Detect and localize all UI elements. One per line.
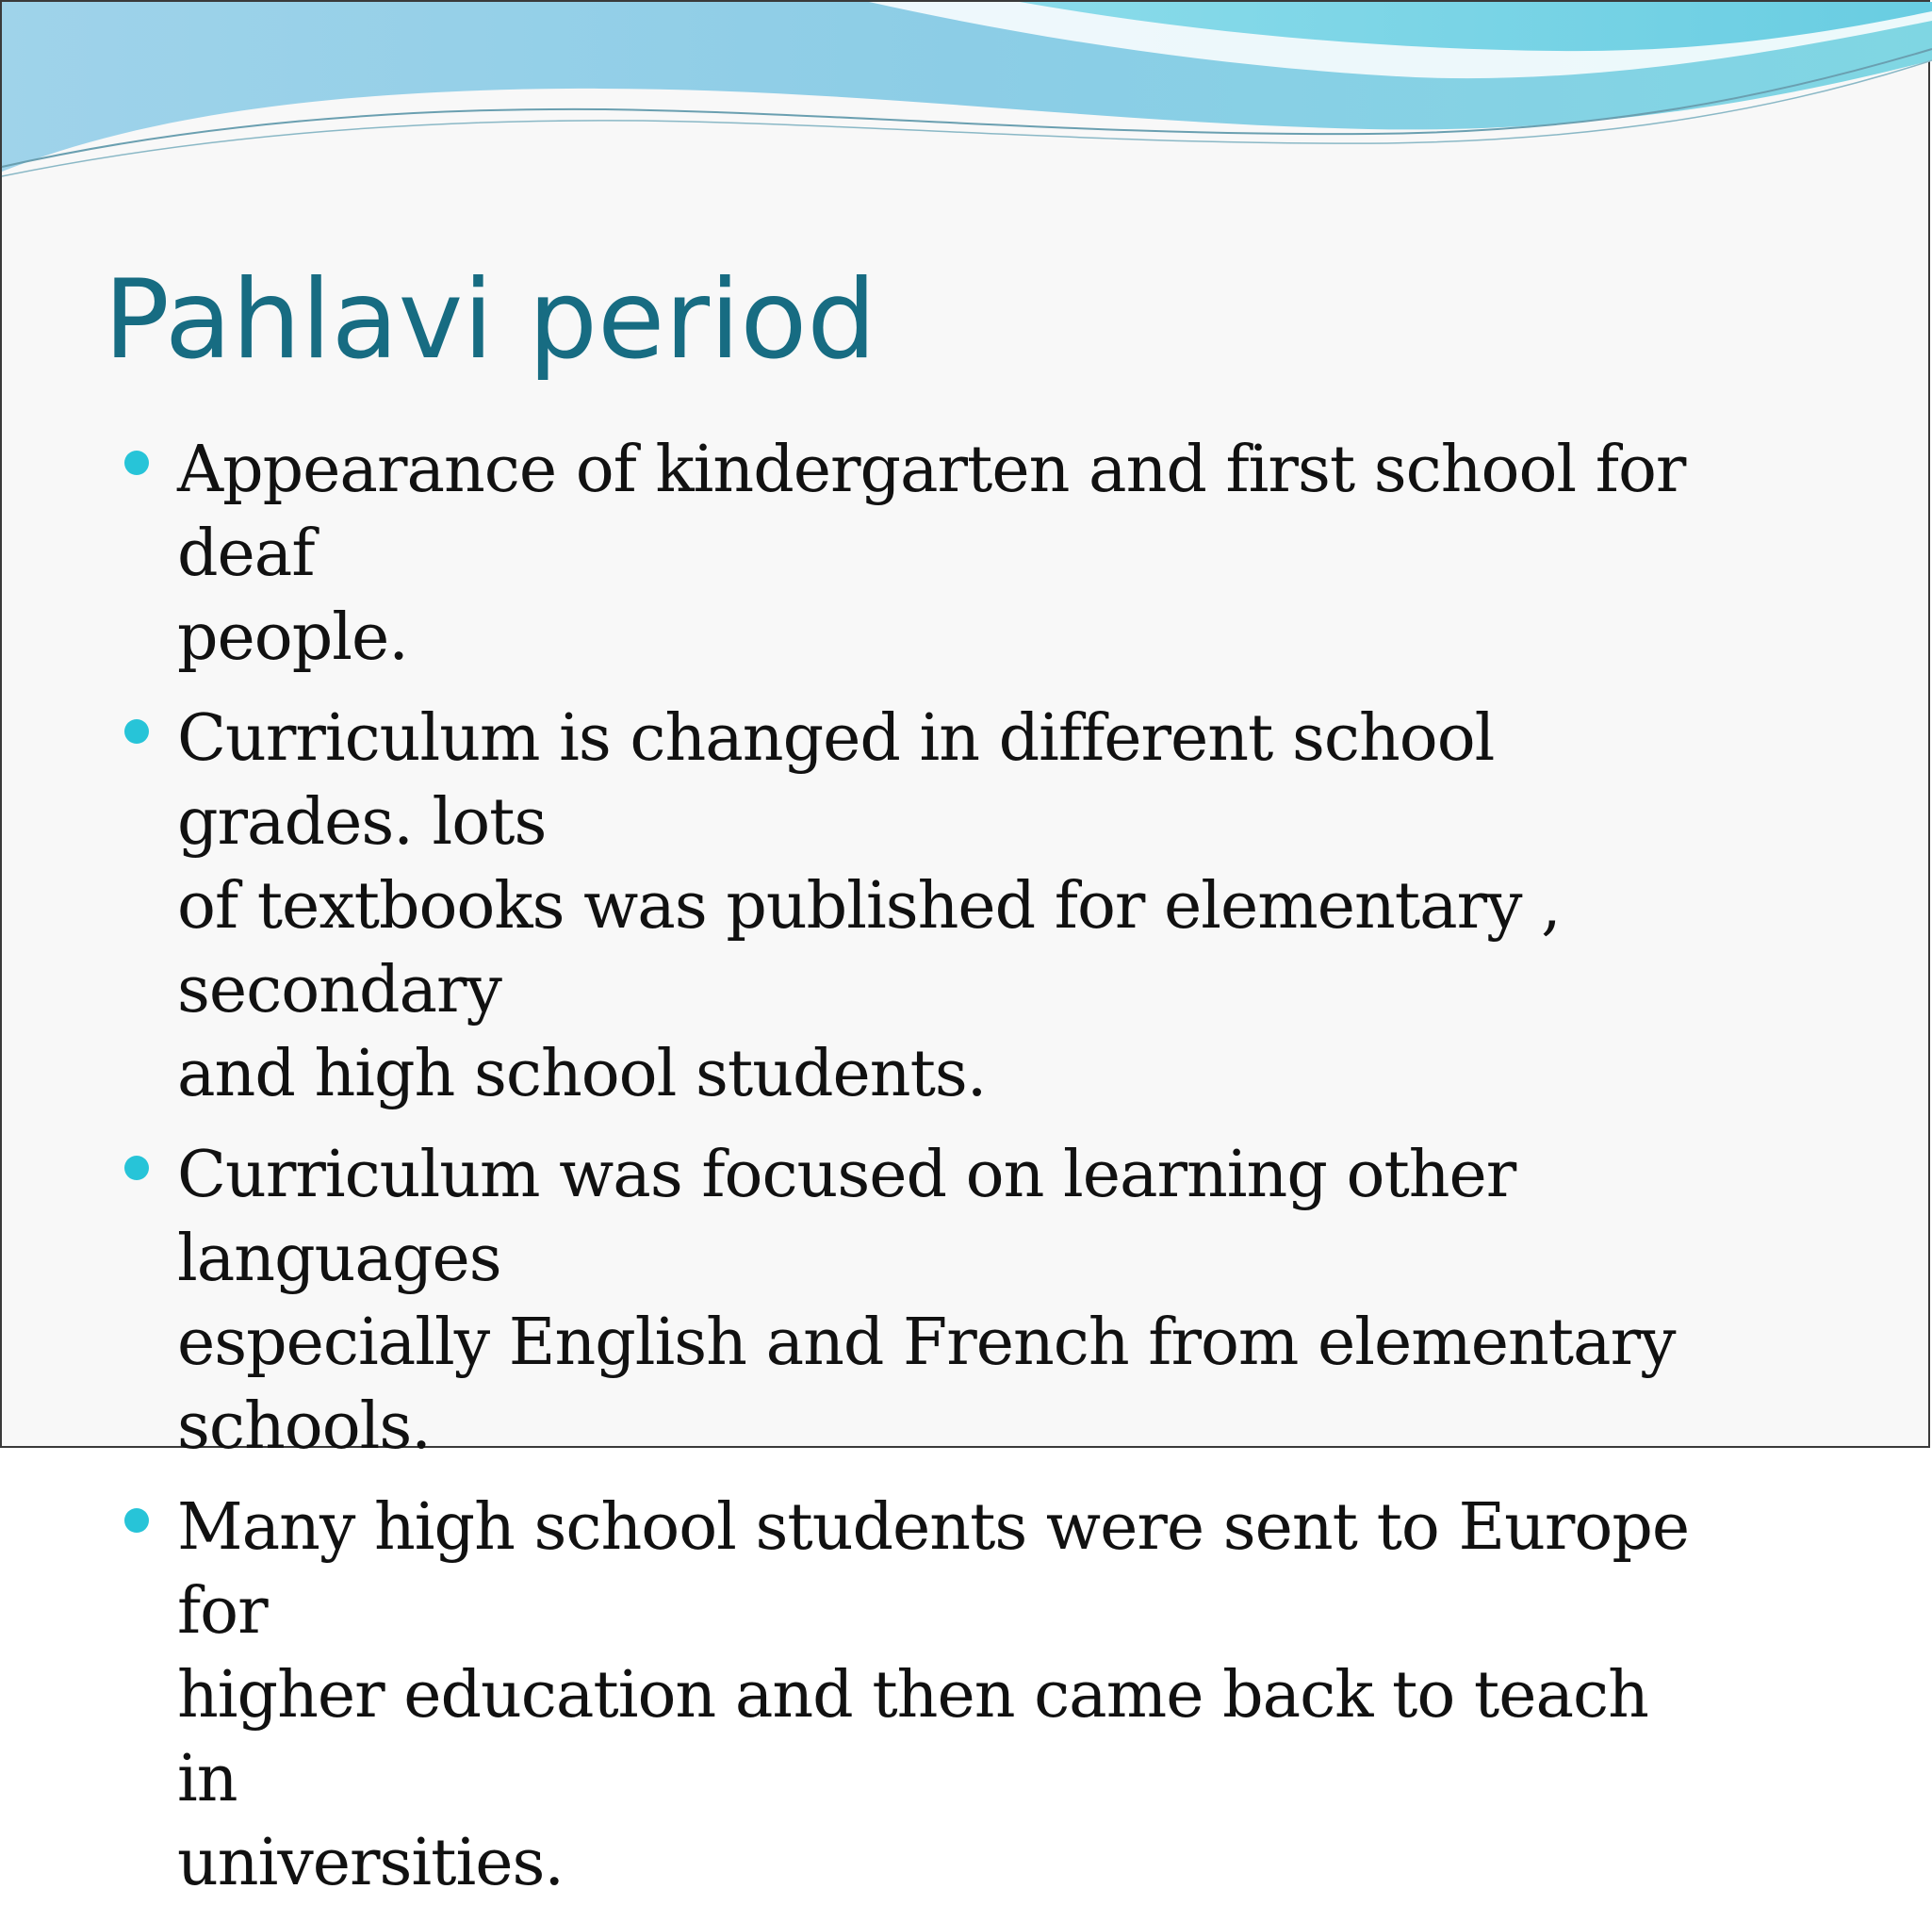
bullet-line: Curriculum was focused on learning other languages xyxy=(177,1138,1516,1296)
bullet-line: of textbooks was published for elementary , secondary xyxy=(177,869,1561,1027)
bullet-dot-icon xyxy=(124,1508,149,1533)
bullet-line: Many high school students were sent to Europe for xyxy=(177,1490,1690,1649)
slide-title: Pahlavi period xyxy=(104,256,876,384)
bullet-line: universities. xyxy=(177,1826,564,1900)
bullet-line: higher education and then came back to teach in xyxy=(177,1658,1648,1816)
bullet-dot-icon xyxy=(124,1156,149,1180)
wave-header-decoration xyxy=(2,2,1932,228)
bullet-line: Curriculum is changed in different school grades. lots xyxy=(177,701,1495,860)
bullet-line: especially English and French from elementary xyxy=(177,1306,1676,1380)
bullet-item xyxy=(2,697,1698,1116)
bullet-list xyxy=(2,428,1932,1922)
bullet-line: Appearance of kindergarten and first school for deaf xyxy=(177,433,1686,591)
bullet-item xyxy=(2,1486,1698,1905)
bullet-item xyxy=(2,1133,1698,1469)
bullet-line: schools. xyxy=(177,1389,431,1464)
bullet-line: and high school students. xyxy=(177,1037,987,1111)
bullet-dot-icon xyxy=(124,719,149,744)
bullet-item xyxy=(2,428,1698,680)
bullet-line: people. xyxy=(177,600,408,675)
bullet-dot-icon xyxy=(124,451,149,475)
